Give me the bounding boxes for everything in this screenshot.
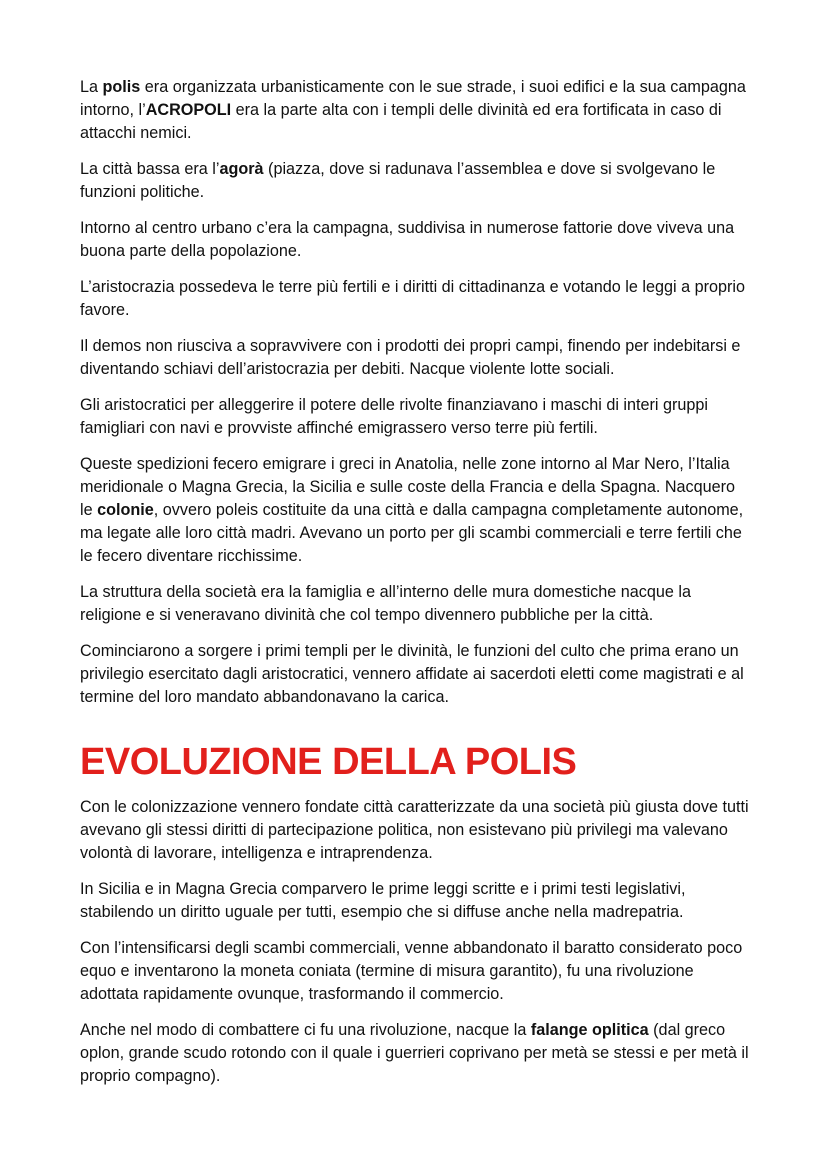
paragraph: La polis era organizzata urbanisticamente con le sue strade, i suoi edifici e la sua campagna intorno, l’ACROPOLI era la parte alta con i templi delle divinità ed era fortificata in caso di attacchi nemici. xyxy=(80,78,746,143)
paragraph: Queste spedizioni fecero emigrare i greci in Anatolia, nelle zone intorno al Mar Nero, l’Italia meridionale o Magna Grecia, la Sicilia e sulle coste della Francia e della Spagna. Nacquero le colonie, ovvero poleis costituite da una città e dalla campagna completamente autonome, ma legate alle loro città madri. Avevano un porto per gli scambi commerciali e terre fertili che le fecero diventare ricchissime. xyxy=(80,454,744,566)
section-polis xyxy=(80,76,752,710)
section-evoluzione-della-polis xyxy=(80,740,752,1089)
bold-term: falange oplitica xyxy=(530,1020,649,1039)
section-heading: EVOLUZIONE DELLA POLIS xyxy=(80,740,577,783)
document-page xyxy=(80,76,752,1101)
paragraph: Gli aristocratici per alleggerire il potere delle rivolte finanziavano i maschi di interi gruppi famigliari con navi e provviste affinché emigrassero verso terre più fertili. xyxy=(80,395,709,437)
paragraph: L’aristocrazia possedeva le terre più fertili e i diritti di cittadinanza e votando le leggi a proprio favore. xyxy=(80,277,745,320)
paragraph: La città bassa era l’agorà (piazza, dove si radunava l’assemblea e dove si svolgevano le funzioni politiche. xyxy=(80,160,716,202)
paragraph: Cominciarono a sorgere i primi templi per le divinità, le funzioni del culto che prima erano un privilegio esercitato dagli aristocratici, vennero affidate ai sacerdoti eletti come magistrati e al termine del loro mandato abbandonavano la carica. xyxy=(80,642,744,707)
paragraph: Con l’intensificarsi degli scambi commerciali, venne abbandonato il baratto considerato poco equo e inventarono la moneta coniata (termine di misura garantito), fu una rivoluzione adottata rapidamente ovunque, trasformando il commercio. xyxy=(80,938,743,1004)
paragraph: Con le colonizzazione vennero fondate città caratterizzate da una società più giusta dove tutti avevano gli stessi diritti di partecipazione politica, non esistevano più privilegi ma valevano volontà di lavorare, intelligenza e intraprendenza. xyxy=(80,797,749,863)
paragraph: Anche nel modo di combattere ci fu una rivoluzione, nacque la falange oplitica (dal greco oplon, grande scudo rotondo con il quale i guerrieri coprivano per metà se stessi e per metà il proprio compagno). xyxy=(80,1020,749,1086)
paragraph: Intorno al centro urbano c’era la campagna, suddivisa in numerose fattorie dove viveva una buona parte della popolazione. xyxy=(80,219,735,261)
paragraph: In Sicilia e in Magna Grecia comparvero le prime leggi scritte e i primi testi legislativi, stabilendo un diritto uguale per tutti, esempio che si diffuse anche nella madrepatria. xyxy=(80,879,686,921)
bold-term: agorà xyxy=(219,160,264,179)
bold-term: ACROPOLI xyxy=(145,101,232,120)
bold-term: polis xyxy=(102,78,141,96)
bold-term: colonie xyxy=(97,501,154,520)
paragraph: La struttura della società era la famiglia e all’interno delle mura domestiche nacque la religione e si veneravano divinità che col tempo divennero pubbliche per la città. xyxy=(80,583,691,625)
paragraph: Il demos non riusciva a sopravvivere con i prodotti dei propri campi, finendo per indebitarsi e diventando schiavi dell’aristocrazia per debiti. Nacque violente lotte sociali. xyxy=(80,336,741,379)
